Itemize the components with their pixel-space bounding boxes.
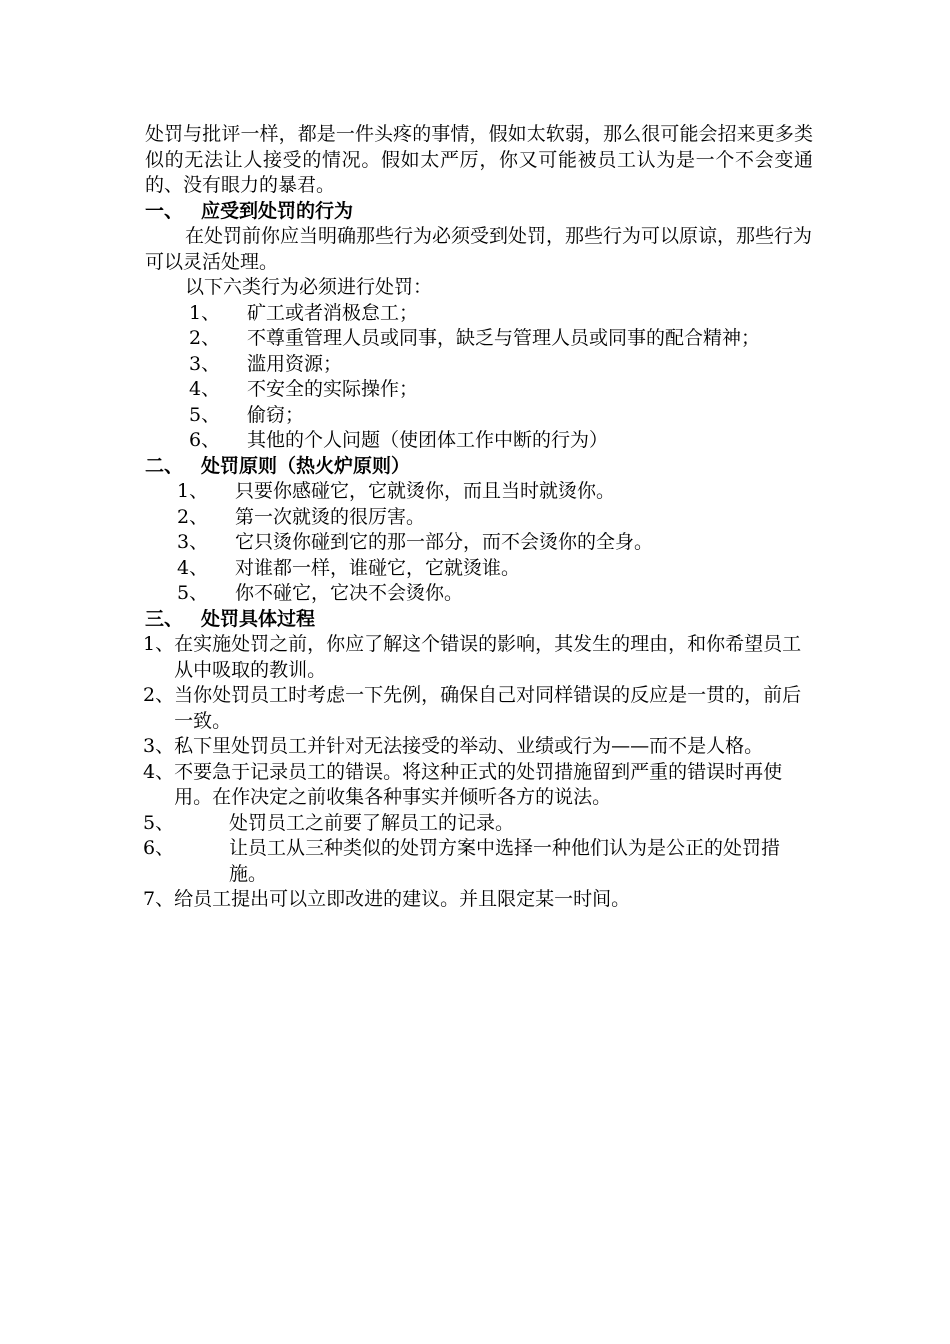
list-item [189, 428, 813, 454]
list-item-text: 你不碰它，它决不会烫你。 [235, 582, 464, 604]
list-item [143, 632, 813, 683]
list-item [189, 301, 813, 327]
list-item-text: 当你处罚员工时考虑一下先例，确保自己对同样错误的反应是一贯的，前后一致。 [174, 684, 802, 732]
document-body [145, 122, 813, 913]
list-item-number: 3、 [143, 735, 175, 757]
list-item [143, 760, 813, 811]
section-2-number: 二、 [145, 454, 184, 477]
list-item-text: 让员工从三种类似的处罚方案中选择一种他们认为是公正的处罚措施。 [229, 837, 781, 885]
list-item-number: 2、 [143, 684, 175, 706]
list-item-number: 3、 [189, 352, 221, 375]
list-item-number: 5、 [177, 582, 209, 604]
list-item [143, 683, 813, 734]
list-item-text: 不尊重管理人员或同事，缺乏与管理人员或同事的配合精神； [247, 327, 761, 349]
section-3-title: 处罚具体过程 [201, 607, 316, 630]
section-1-paragraph: 在处罚前你应当明确那些行为必须受到处罚，那些行为可以原谅，那些行为可以灵活处理。 [145, 225, 813, 273]
section-3-heading [145, 607, 813, 633]
section-3-list [143, 632, 813, 913]
section-1-heading [145, 199, 813, 225]
list-item [189, 352, 813, 378]
list-item [189, 326, 813, 352]
list-item-number: 1、 [143, 633, 175, 655]
list-item-text: 处罚员工之前要了解员工的记录。 [229, 811, 515, 834]
list-item [143, 811, 813, 837]
list-item-number: 3、 [177, 531, 209, 553]
list-item-number: 7、 [143, 888, 175, 910]
list-item-text: 不安全的实际操作； [247, 378, 419, 400]
list-item [189, 403, 813, 429]
list-item-text: 第一次就烫的很厉害。 [235, 505, 426, 528]
list-item-text: 偷窃； [247, 403, 305, 426]
list-item [177, 530, 813, 556]
list-item [143, 734, 813, 760]
list-item-text: 矿工或者消极怠工； [247, 301, 419, 324]
list-item-number: 6、 [143, 837, 175, 859]
section-3-number: 三、 [145, 607, 184, 630]
list-item [177, 505, 813, 531]
section-2-heading [145, 454, 813, 480]
list-item-text: 不要急于记录员工的错误。将这种正式的处罚措施留到严重的错误时再使用。在作决定之前收集各种事实并倾听各方的说法。 [174, 760, 783, 808]
list-item-text: 滥用资源； [247, 352, 343, 375]
list-item [177, 479, 813, 505]
list-item-number: 4、 [177, 556, 209, 579]
section-2-title: 处罚原则（热火炉原则） [201, 454, 411, 477]
list-item-text: 对谁都一样，谁碰它，它就烫谁。 [235, 556, 521, 579]
list-item-text: 私下里处罚员工并针对无法接受的举动、业绩或行为——而不是人格。 [174, 735, 764, 757]
list-item-number: 2、 [189, 327, 221, 349]
section-2-list [145, 479, 813, 607]
list-item [143, 836, 813, 887]
list-item [177, 581, 813, 607]
list-item [189, 377, 813, 403]
list-item-number: 1、 [177, 480, 209, 502]
list-item-number: 2、 [177, 505, 209, 528]
list-item-text: 其他的个人问题（使团体工作中断的行为） [247, 429, 609, 451]
list-item-number: 5、 [143, 811, 175, 834]
list-item [177, 556, 813, 582]
list-item-text: 在实施处罚之前，你应了解这个错误的影响，其发生的理由，和你希望员工从中吸取的教训。 [174, 633, 802, 681]
intro-paragraph: 处罚与批评一样，都是一件头疼的事情，假如太软弱，那么很可能会招来更多类似的无法让人接受的情况。假如太严厉，你又可能被员工认为是一个不会变通的、没有眼力的暴君。 [145, 123, 813, 196]
list-item-text: 它只烫你碰到它的那一部分，而不会烫你的全身。 [235, 531, 654, 553]
list-item-number: 5、 [189, 403, 221, 426]
section-1-list [145, 301, 813, 454]
section-1-title: 应受到处罚的行为 [201, 199, 354, 222]
list-item-number: 4、 [189, 378, 221, 400]
list-item-text: 只要你感碰它，它就烫你，而且当时就烫你。 [235, 480, 616, 502]
list-item-text: 给员工提出可以立即改进的建议。并且限定某一时间。 [174, 888, 631, 910]
list-item [143, 887, 813, 913]
list-item-number: 6、 [189, 429, 221, 451]
section-1-number: 一、 [145, 199, 184, 222]
section-1-lead: 以下六类行为必须进行处罚： [185, 276, 433, 298]
list-item-number: 1、 [189, 301, 221, 324]
list-item-number: 4、 [143, 760, 175, 783]
